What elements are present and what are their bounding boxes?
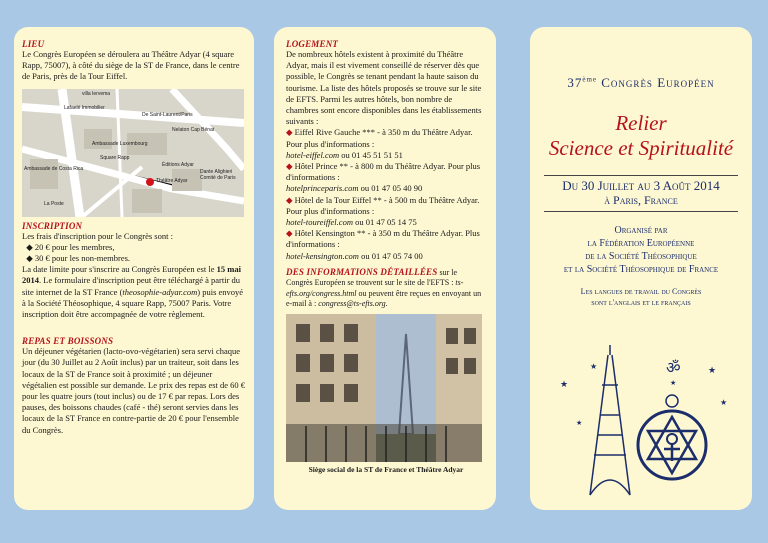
map-label-square-rapp: Square Rapp	[100, 154, 130, 161]
hotel-2-link[interactable]: hotelprinceparis.com	[286, 183, 359, 194]
hotel-4: ◆ Hôtel Kensington ** - à 350 m du Théâtre Adyar. Plus d'informations : hotel-kensington.com ou 01 47 05 74 00	[286, 228, 480, 261]
inscription-intro: Les frais d'inscription pour le Congrès sont :	[22, 230, 173, 241]
svg-text:★: ★	[670, 379, 677, 387]
divider-top	[544, 175, 738, 176]
repas-text: Un déjeuner végétarien (lacto-ovo-végétarien) sera servi chaque jour (du 30 Juillet au 2 Août inclus) par un traiteur, soit dans les locaux de la ST de France soit à proximité ; un déjeuner végétalien est possible sur demande. Le prix des repas est de 60 € pour les quatre jours (tout inclus) ou de 17 € par repas. Lors des pauses, des boissons chaudes (café - thé) seront servies dans les locaux de la ST France en contre-partie de 20 € pour l'ensemble du Congrès.	[22, 346, 246, 435]
theatre-marker	[146, 178, 154, 186]
map-label-dante: Dante Alighieri Comité de Paris	[200, 168, 236, 181]
panel-left	[14, 27, 254, 510]
title-line-2: Science et Spiritualité	[548, 136, 734, 160]
map-label-la-poste: La Poste	[44, 200, 64, 207]
panel-middle	[274, 27, 496, 510]
hotel-1: ◆ Eiffel Rive Gauche *** - à 350 m du Théâtre Adyar. Pour plus d'informations : hotel-eiffel.com ou 01 45 51 51 51	[286, 127, 473, 160]
efts-link[interactable]: ts-efts.org/congress.html	[286, 278, 464, 298]
title-line-1: Relier	[615, 111, 667, 135]
languages: Les langues de travail du Congrès sont l'anglais et le français	[580, 287, 702, 307]
repas-heading: REPAS ET BOISSONS	[22, 336, 114, 347]
photo-caption: Siège social de la ST de France et Théâtre Adyar	[308, 464, 464, 474]
congress-heading: 37ème Congrès Européen	[567, 75, 715, 90]
building-photo	[286, 314, 482, 462]
main-title	[530, 111, 752, 161]
site-link[interactable]: theosophie-adyar.com	[122, 286, 198, 297]
svg-text:★: ★	[720, 398, 728, 407]
fee-non-members: ◆ 30 € pour les non-membres.	[22, 253, 131, 264]
panel-right	[530, 27, 752, 510]
place: à Paris, France	[604, 193, 678, 207]
dates: Du 30 Juillet au 3 Août 2014	[562, 178, 720, 193]
inscription-details: La date limite pour s'inscrire au Congrès Européen est le 15 mai 2014. Le formulaire d'inscription peut être téléchargé à partir du site internet de la ST France (theosophie-adyar.com) puis envoyé à la Société Théosophique, 4 square Rapp, 75007 Paris. Votre inscription doit être accompagnée de votre règlement.	[22, 264, 244, 320]
om-symbol: ॐ	[666, 358, 681, 377]
hotel-3: ◆ Hôtel de la Tour Eiffel ** - à 500 m du Théâtre Adyar. Pour plus d'informations : hotel-toureiffel.com ou 01 47 05 14 75	[286, 194, 480, 228]
map-label-ambassade-lux: Ambassade Luxembourg	[92, 140, 148, 147]
infos-heading: DES INFORMATIONS DÉTAILLÉES	[286, 266, 438, 277]
location-map	[22, 89, 244, 217]
eiffel-tower-emblem	[550, 345, 740, 505]
lieu-text: Le Congrès Européen se déroulera au Théâtre Adyar (4 square Rapp, 75007), à côté du siège de la ST de France, dans le centre de Paris, près de la Tour Eiffel.	[22, 49, 240, 82]
svg-text:★: ★	[708, 365, 717, 375]
map-label-sauter: De Saint-Laurent/Paris	[142, 111, 193, 118]
logement-text: De nombreux hôtels existent à proximité du Théâtre Adyar, mais il est vivement conseillé de réserver dès que possible, le Congrès se tenant pendant la haute saison du tourisme. La liste des hôtels proposés se trouve sur le site de EFTS. Parmi les autres hôtels, bon nombre de chambres sont encore disponibles dans les établissements suivants :	[286, 49, 482, 127]
map-label-ambassade-cr: Ambassade de Costa Rica	[24, 165, 84, 172]
map-label-editions: Éditions Adyar	[162, 161, 194, 168]
logement-heading: LOGEMENT	[286, 39, 339, 49]
svg-text:★: ★	[590, 362, 598, 371]
email-link[interactable]: congress@ts-efts.org	[318, 299, 386, 309]
map-label-lafaele: Lafaelé Immobilier	[64, 104, 105, 111]
svg-text:★: ★	[576, 419, 583, 427]
logement-block	[286, 49, 486, 262]
hotel-2: ◆ Hôtel Prince ** - à 800 m du Théâtre Adyar. Pour plus d'informations : hotelprinceparis.com ou 01 47 05 40 90	[286, 161, 481, 194]
hotel-4-link[interactable]: hotel-kensington.com	[286, 250, 359, 261]
theosophical-seal	[638, 395, 706, 479]
photo-graphic	[286, 314, 482, 462]
inscription-heading: INSCRIPTION	[22, 220, 83, 231]
map-graphic	[22, 89, 244, 217]
infos-block: DES INFORMATIONS DÉTAILLÉES sur le Congrès Européen se trouvent sur le site de l'EFTS : ts-efts.org/congress.html ou peuvent être reçues en envoyant un e-mail à : congress@ts-efts.org.	[286, 266, 482, 309]
lieu-heading: LIEU	[22, 39, 45, 49]
map-label-nelaton: Nelaton Cap Bénat	[172, 126, 215, 133]
organizers: Organisé par la Fédération Européenne de la Société Théosophique et la Société Théosophique de France	[563, 225, 719, 275]
inscription-block	[22, 231, 246, 321]
hotel-3-link[interactable]: hotel-toureiffel.com	[286, 217, 353, 228]
map-label-villa: villa Iervema	[82, 90, 111, 97]
fee-members: ◆ 20 € pour les membres,	[22, 241, 115, 252]
svg-text:★: ★	[560, 379, 569, 389]
divider-bottom	[544, 211, 738, 212]
hotel-1-link[interactable]: hotel-eiffel.com	[286, 149, 340, 160]
map-label-theatre: Théâtre Adyar	[156, 177, 188, 184]
